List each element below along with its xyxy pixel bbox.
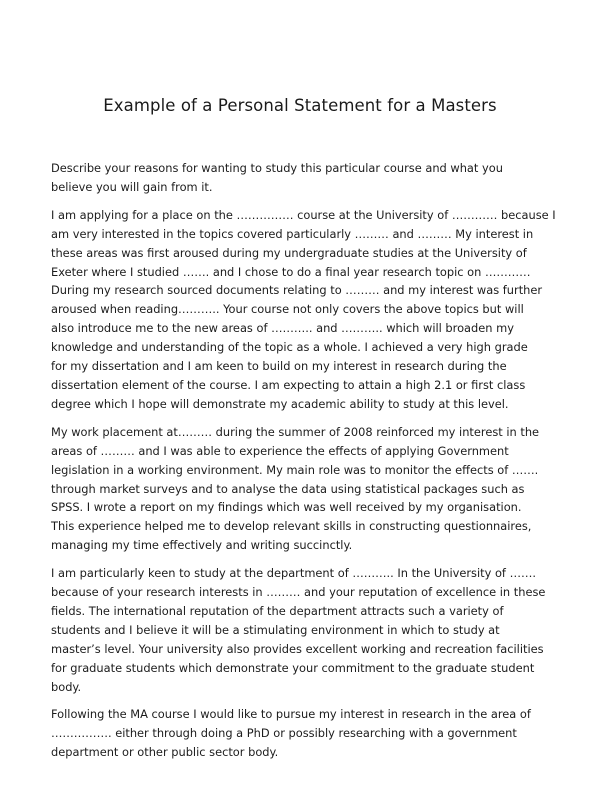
text-line: through market surveys and to analyse the data using statistical packages such as xyxy=(51,481,525,496)
text-line: also introduce me to the new areas of ……….. and ……….. which will broaden my xyxy=(51,321,514,336)
text-line: am very interested in the topics covered particularly ……… and ……… My interest in xyxy=(51,226,534,241)
text-line: ……………. either through doing a PhD or possibly researching with a government xyxy=(51,726,517,741)
text-line: legislation in a working environment. My main role was to monitor the effects of ……. xyxy=(51,462,539,477)
text-line: managing my time effectively and writing succinctly. xyxy=(51,538,353,553)
text-line: Describe your reasons for wanting to study this particular course and what you xyxy=(51,161,503,175)
text-line: This experience helped me to develop relevant skills in constructing questionnaires, xyxy=(51,519,532,534)
text-line: SPSS. I wrote a report on my findings which was well received by my organisation. xyxy=(51,500,522,515)
paragraph-work-placement xyxy=(51,423,581,555)
text-line: Exeter where I studied ……. and I chose to do a final year research topic on ………… xyxy=(51,264,531,279)
text-line: department or other public sector body. xyxy=(51,745,279,760)
paragraph-department xyxy=(51,564,581,696)
text-line: areas of ……… and I was able to experience the effects of applying Government xyxy=(51,443,509,458)
paragraph-academic-interest xyxy=(51,206,581,414)
text-line: aroused when reading……….. Your course not only covers the above topics but will xyxy=(51,302,524,317)
text-line: because of your research interests in ……… and your reputation of excellence in these xyxy=(51,585,546,600)
text-line: master’s level. Your university also provides excellent working and recreation facilities xyxy=(51,641,544,656)
text-line: for graduate students which demonstrate your commitment to the graduate student xyxy=(51,660,535,675)
text-line: believe you will gain from it. xyxy=(51,179,213,194)
text-line: I am applying for a place on the …………… course at the University of ………… because I xyxy=(51,207,556,222)
paragraph-prompt xyxy=(51,159,581,197)
document-body xyxy=(51,159,581,771)
text-line: fields. The international reputation of the department attracts such a variety of xyxy=(51,603,504,618)
text-line: students and I believe it will be a stimulating environment in which to study at xyxy=(51,622,500,637)
text-line: for my dissertation and I am keen to build on my interest in research during the xyxy=(51,359,507,374)
text-line: these areas was first aroused during my undergraduate studies at the University of xyxy=(51,245,527,260)
text-line: My work placement at……… during the summer of 2008 reinforced my interest in the xyxy=(51,424,540,439)
text-line: During my research sourced documents relating to ……… and my interest was further xyxy=(51,283,543,298)
text-line: Following the MA course I would like to pursue my interest in research in the area of xyxy=(51,707,531,722)
text-line: knowledge and understanding of the topic as a whole. I achieved a very high grade xyxy=(51,340,528,355)
paragraph-future-plans xyxy=(51,705,581,762)
text-line: dissertation element of the course. I am expecting to attain a high 2.1 or first class xyxy=(51,377,526,392)
text-line: I am particularly keen to study at the department of ……….. In the University of ……. xyxy=(51,566,536,581)
text-line: degree which I hope will demonstrate my academic ability to study at this level. xyxy=(51,396,509,411)
page-title: Example of a Personal Statement for a Masters xyxy=(103,96,497,115)
text-line: body. xyxy=(51,679,82,694)
